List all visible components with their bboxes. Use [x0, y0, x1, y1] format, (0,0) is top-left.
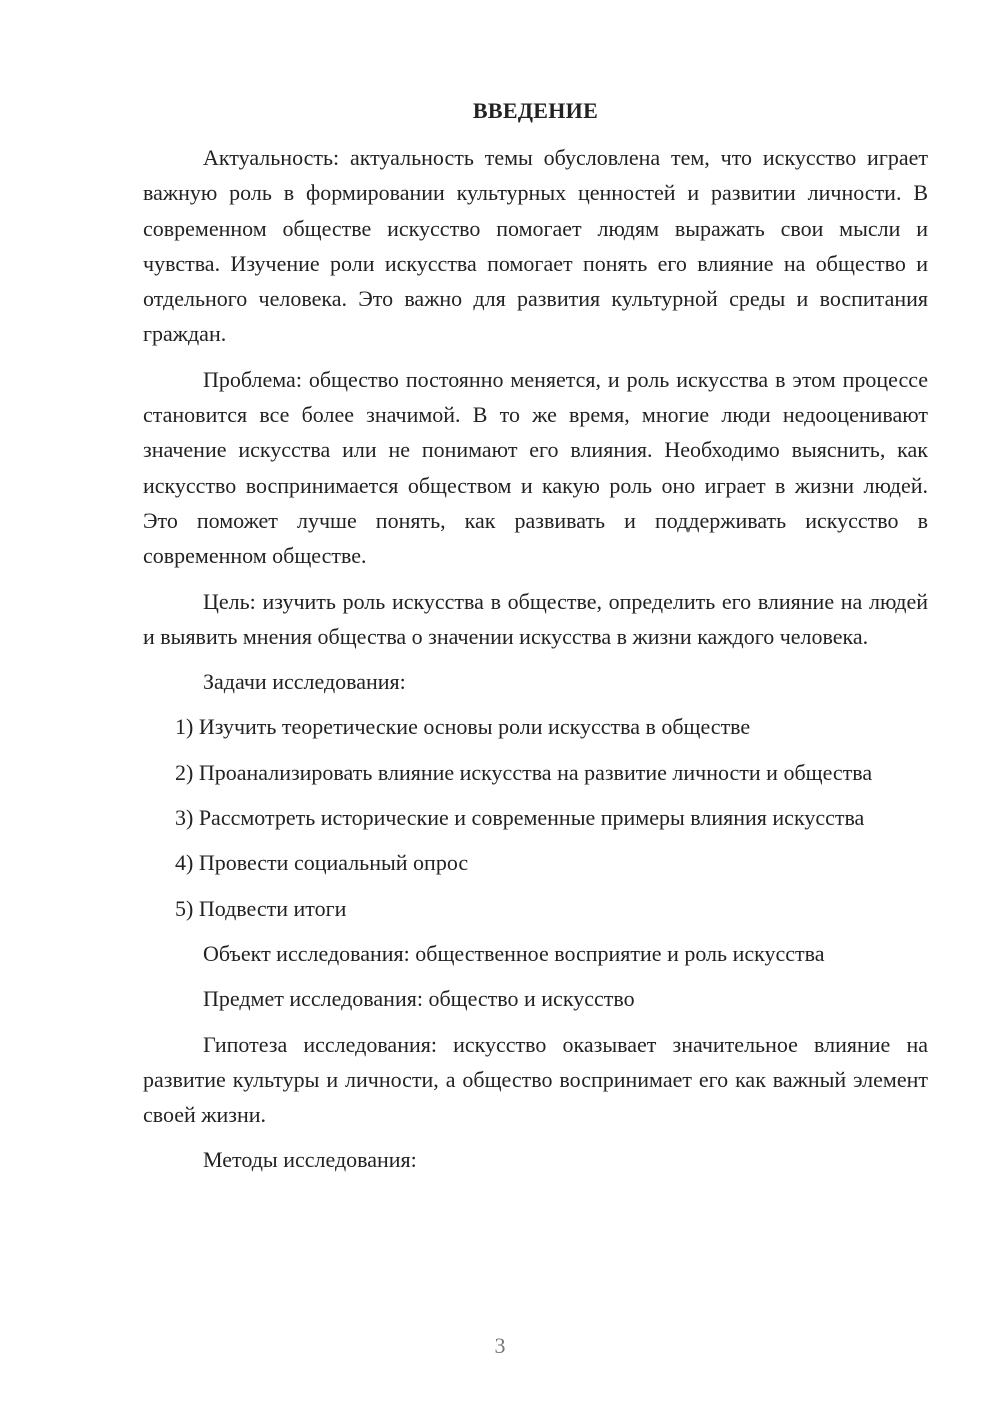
task-item: 4) Провести социальный опрос: [175, 850, 469, 876]
page-body: [143, 94, 928, 1188]
problem-paragraph: Проблема: общество постоянно меняется, и роль искусства в этом процессе становится все более значимой. В то же время, многие люди недооценивают значение искусства или не понимают его влияния. Необходимо выяснить, как искусство воспринимается обществом и какую роль оно играет в жизни людей. Это поможет лучше понять, как развивать и поддерживать искусство в современном обществе.: [143, 366, 928, 569]
task-item: 5) Подвести итоги: [175, 895, 347, 921]
task-item: 2) Проанализировать влияние искусства на развитие личности и общества: [175, 759, 873, 785]
goal-paragraph: Цель: изучить роль искусства в обществе, определить его влияние на людей и выявить мнения общества о значении искусства в жизни каждого человека.: [143, 588, 928, 649]
task-item: 1) Изучить теоретические основы роли искусства в обществе: [175, 714, 751, 740]
task-item: 3) Рассмотреть исторические и современные примеры влияния искусства: [175, 805, 865, 831]
subject-paragraph: Предмет исследования: общество и искусство: [203, 986, 635, 1012]
page-number: 3: [494, 1333, 506, 1358]
hypothesis-paragraph: Гипотеза исследования: искусство оказывает значительное влияние на развитие культуры и личности, а общество воспринимает его как важный элемент своей жизни.: [143, 1031, 928, 1128]
relevance-paragraph: Актуальность: актуальность темы обусловлена тем, что искусство играет важную роль в формировании культурных ценностей и развитии личности. В современном обществе искусство помогает людям выражать свои мысли и чувства. Изучение роли искусства помогает понять его влияние на общество и отдельного человека. Это важно для развития культурной среды и воспитания граждан.: [143, 145, 928, 347]
object-paragraph: Объект исследования: общественное восприятие и роль искусства: [203, 940, 825, 966]
section-title: ВВЕДЕНИЕ: [472, 98, 599, 123]
methods-heading: Методы исследования:: [203, 1147, 417, 1173]
tasks-heading: Задачи исследования:: [203, 669, 406, 695]
